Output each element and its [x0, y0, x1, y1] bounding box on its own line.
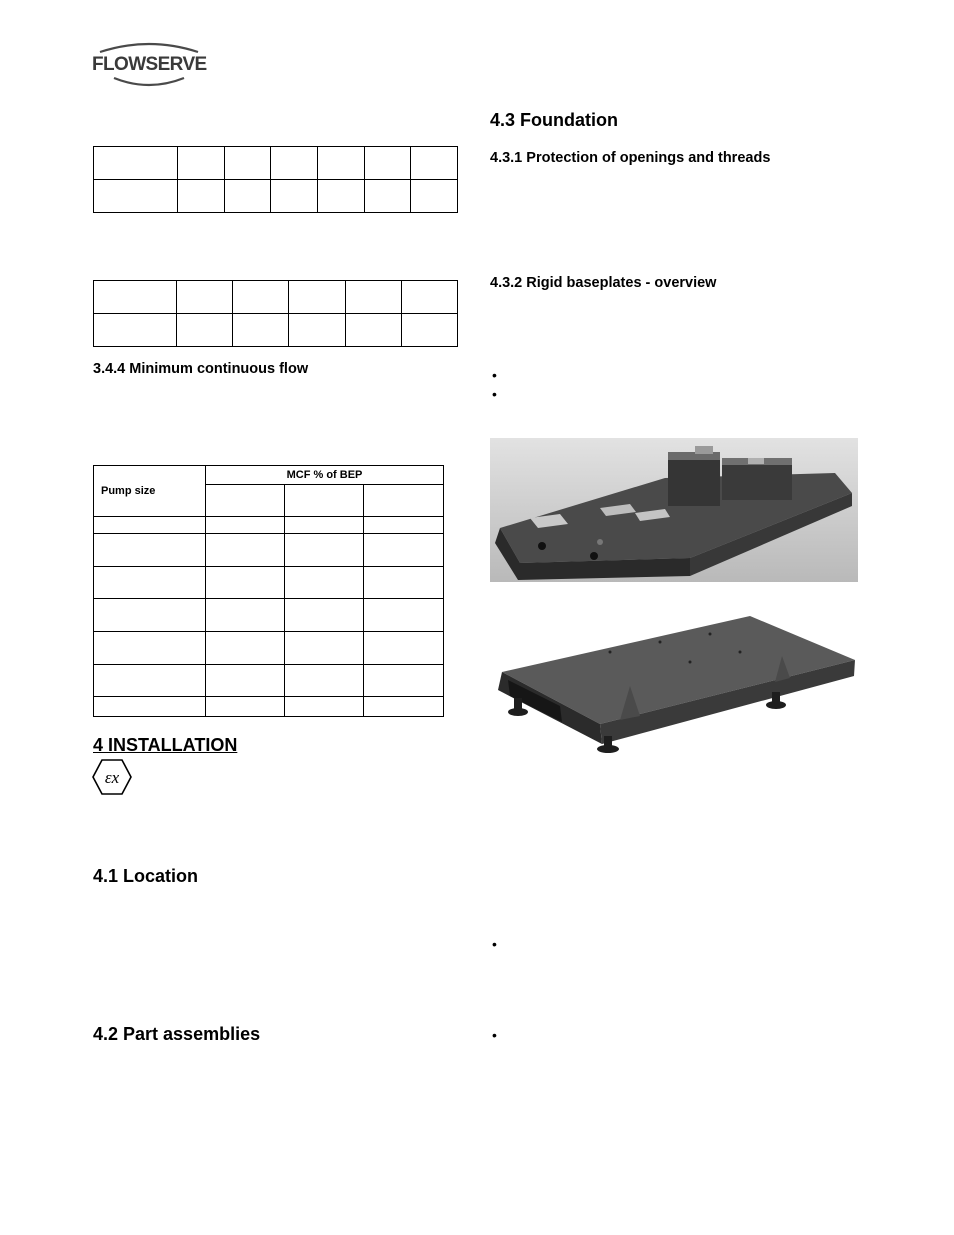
table-row — [94, 180, 458, 213]
table-row — [94, 567, 444, 599]
heading-3-4-4: 3.4.4 Minimum continuous flow — [93, 361, 309, 377]
bullet-2: • — [492, 386, 497, 402]
heading-4-installation: 4 INSTALLATION — [93, 735, 238, 755]
table-row — [94, 632, 444, 665]
table-row — [94, 314, 458, 347]
heading-4-2-part-assemblies: 4.2 Part assemblies — [93, 1024, 261, 1044]
mcf-table — [93, 465, 444, 717]
heading-4-3-foundation: 4.3 Foundation — [490, 110, 618, 130]
bullet-3: • — [492, 936, 497, 952]
table-row — [94, 697, 444, 717]
heading-4-3-1: 4.3.1 Protection of openings and threads — [490, 150, 771, 166]
heading-4-1-location: 4.1 Location — [93, 866, 199, 886]
ex-atex-icon — [92, 759, 132, 795]
heading-4-3-2: 4.3.2 Rigid baseplates - overview — [490, 275, 717, 291]
table-row — [94, 517, 444, 534]
svg-text:εx: εx — [104, 768, 120, 787]
table-top-1 — [93, 146, 458, 213]
table-row — [94, 281, 458, 314]
baseplate-photo-2 — [490, 612, 858, 758]
bullet-1: • — [492, 367, 497, 383]
baseplate-photo-1 — [490, 438, 858, 582]
mcf-header-pump-size: Pump size — [94, 466, 206, 517]
flowserve-logo — [92, 42, 207, 88]
table-row — [94, 599, 444, 632]
table-row — [94, 147, 458, 180]
table-top-2 — [93, 280, 458, 347]
logo-text: FLOWSERVE — [92, 54, 207, 75]
bullet-4: • — [492, 1027, 497, 1043]
table-row — [94, 665, 444, 697]
table-row — [94, 534, 444, 567]
table-row — [94, 466, 444, 485]
mcf-header-group: MCF % of BEP — [206, 466, 444, 485]
